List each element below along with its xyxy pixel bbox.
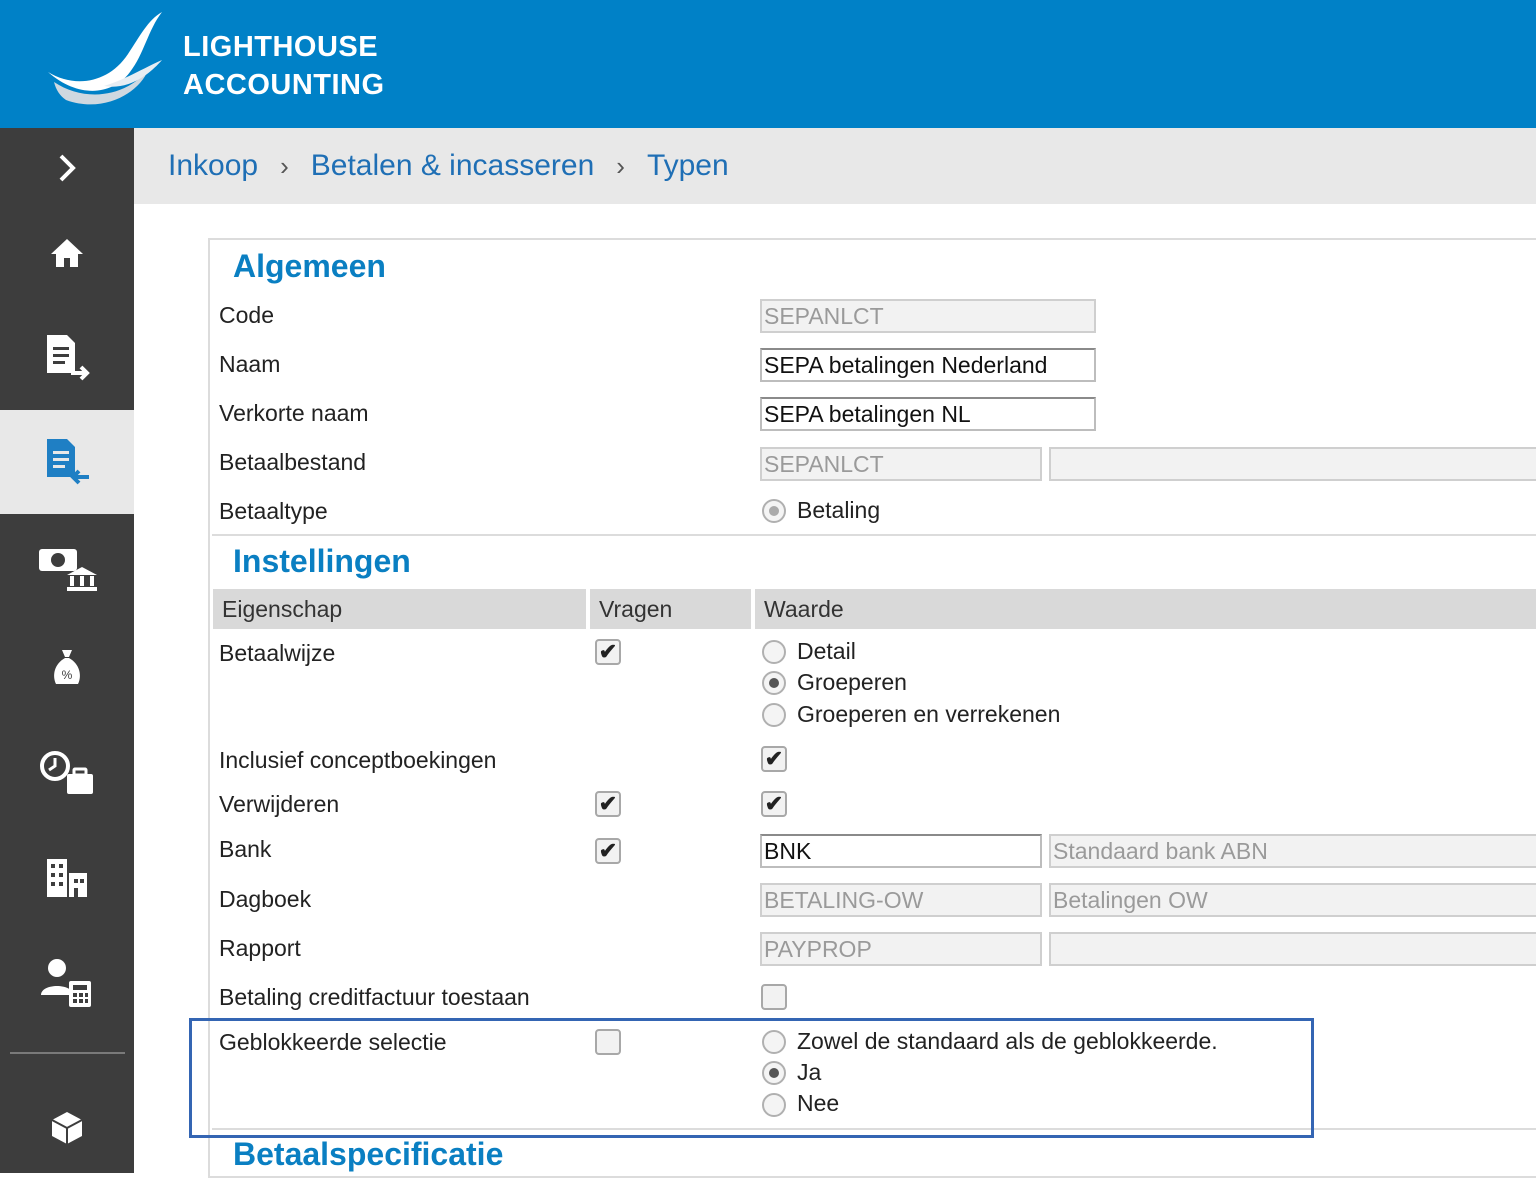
sidebar-item-purchase[interactable]: [0, 410, 134, 514]
geblokkeerde-option-nee: Nee: [797, 1090, 840, 1116]
verwijderen-label: Verwijderen: [219, 791, 340, 817]
highlight-frame: [189, 1018, 1314, 1138]
code-label: Code: [219, 302, 274, 328]
betaalwijze-vragen-checkbox[interactable]: ✔: [595, 639, 621, 665]
app-name: [183, 28, 385, 104]
geblokkeerde-selectie-label: Geblokkeerde selectie: [219, 1029, 447, 1055]
section-title-betaalspecificatie: Betaalspecificatie: [233, 1136, 504, 1172]
time-briefcase-icon: [39, 748, 95, 798]
naam-label: Naam: [219, 351, 281, 377]
sidebar-item-sales[interactable]: [0, 308, 134, 408]
breadcrumb: [134, 128, 1536, 204]
code-field: SEPANLCT: [760, 299, 1096, 333]
column-header-eigenschap: Eigenschap: [213, 589, 586, 629]
betaalwijze-radio-detail[interactable]: [762, 640, 786, 664]
inclusief-conceptboekingen-checkbox[interactable]: ✔: [761, 746, 787, 772]
betaalwijze-radio-groeperen[interactable]: [762, 671, 786, 695]
betaalwijze-radio-groeperen-verrekenen[interactable]: [762, 703, 786, 727]
bank-description-field: Standaard bank ABN: [1049, 834, 1536, 868]
betaaltype-option-label: Betaling: [797, 497, 881, 523]
sidebar-item-projects[interactable]: [0, 718, 134, 828]
sidebar-item-home[interactable]: [0, 208, 134, 298]
buildings-icon: [45, 857, 89, 899]
sidebar-item-modules[interactable]: [0, 1083, 134, 1173]
column-header-waarde: Waarde: [755, 589, 1536, 629]
geblokkeerde-option-beide: Zowel de standaard als de geblokkeerde.: [797, 1028, 1218, 1054]
betaalwijze-option-groeperen-verrekenen: Groeperen en verrekenen: [797, 701, 1061, 727]
betaaltype-label: Betaaltype: [219, 498, 328, 524]
money-bag-icon: [50, 648, 84, 688]
naam-field[interactable]: SEPA betalingen Nederland: [760, 348, 1096, 382]
svg-text:%: %: [61, 668, 73, 682]
dagboek-code-field: BETALING-OW: [760, 883, 1042, 917]
verkorte-naam-label: Verkorte naam: [219, 400, 369, 426]
section-divider: [212, 534, 1536, 536]
app-name-line2: ACCOUNTING: [183, 69, 385, 101]
bank-vragen-checkbox[interactable]: ✔: [595, 838, 621, 864]
creditfactuur-label: Betaling creditfactuur toestaan: [219, 984, 530, 1010]
cube-icon: [49, 1110, 85, 1146]
sales-document-icon: [43, 333, 91, 383]
breadcrumb-betalen-incasseren[interactable]: Betalen & incasseren: [310, 149, 595, 182]
sidebar: [0, 128, 134, 1173]
betaalbestand-description-field: [1049, 447, 1536, 481]
geblokkeerde-option-ja: Ja: [797, 1059, 822, 1085]
sidebar-item-bank[interactable]: [0, 518, 134, 618]
rapport-code-field: PAYPROP: [760, 932, 1042, 966]
creditfactuur-checkbox[interactable]: [761, 984, 787, 1010]
breadcrumb-separator: ›: [280, 150, 289, 181]
inclusief-conceptboekingen-label: Inclusief conceptboekingen: [219, 747, 497, 773]
bank-money-icon: [37, 545, 97, 591]
home-icon: [49, 237, 85, 269]
verkorte-naam-field[interactable]: SEPA betalingen NL: [760, 397, 1096, 431]
sidebar-expand-button[interactable]: [0, 128, 134, 208]
lighthouse-logo-icon: [44, 10, 168, 110]
betaalwijze-label: Betaalwijze: [219, 640, 336, 666]
sidebar-item-relations[interactable]: [0, 828, 134, 928]
breadcrumb-separator: ›: [616, 150, 625, 181]
chevron-right-icon: [57, 153, 77, 183]
section-title-algemeen: Algemeen: [233, 248, 386, 284]
breadcrumb-inkoop[interactable]: Inkoop: [168, 149, 259, 182]
user-calculator-icon: [39, 957, 95, 1009]
rapport-description-field: [1049, 932, 1536, 966]
breadcrumb-typen[interactable]: Typen: [646, 149, 729, 182]
app-header: [0, 0, 1536, 128]
betaalbestand-code-field: SEPANLCT: [760, 447, 1042, 481]
betaalwijze-option-groeperen: Groeperen: [797, 669, 907, 695]
dagboek-label: Dagboek: [219, 886, 312, 912]
bank-code-field[interactable]: BNK: [760, 834, 1042, 868]
verwijderen-vragen-checkbox[interactable]: ✔: [595, 791, 621, 817]
dagboek-description-field: Betalingen OW: [1049, 883, 1536, 917]
betaalbestand-label: Betaalbestand: [219, 449, 367, 475]
betaalwijze-option-detail: Detail: [797, 638, 856, 664]
sidebar-item-hr[interactable]: [0, 928, 134, 1038]
verwijderen-value-checkbox[interactable]: ✔: [761, 791, 787, 817]
betaaltype-radio-betaling: [762, 499, 786, 523]
sidebar-divider: [10, 1052, 125, 1054]
sidebar-item-finance[interactable]: [0, 618, 134, 718]
purchase-document-icon: [43, 437, 91, 487]
app-name-line1: LIGHTHOUSE: [183, 31, 379, 63]
column-header-vragen: Vragen: [590, 589, 751, 629]
section-title-instellingen: Instellingen: [233, 543, 411, 579]
rapport-label: Rapport: [219, 935, 301, 961]
bank-label: Bank: [219, 836, 272, 862]
